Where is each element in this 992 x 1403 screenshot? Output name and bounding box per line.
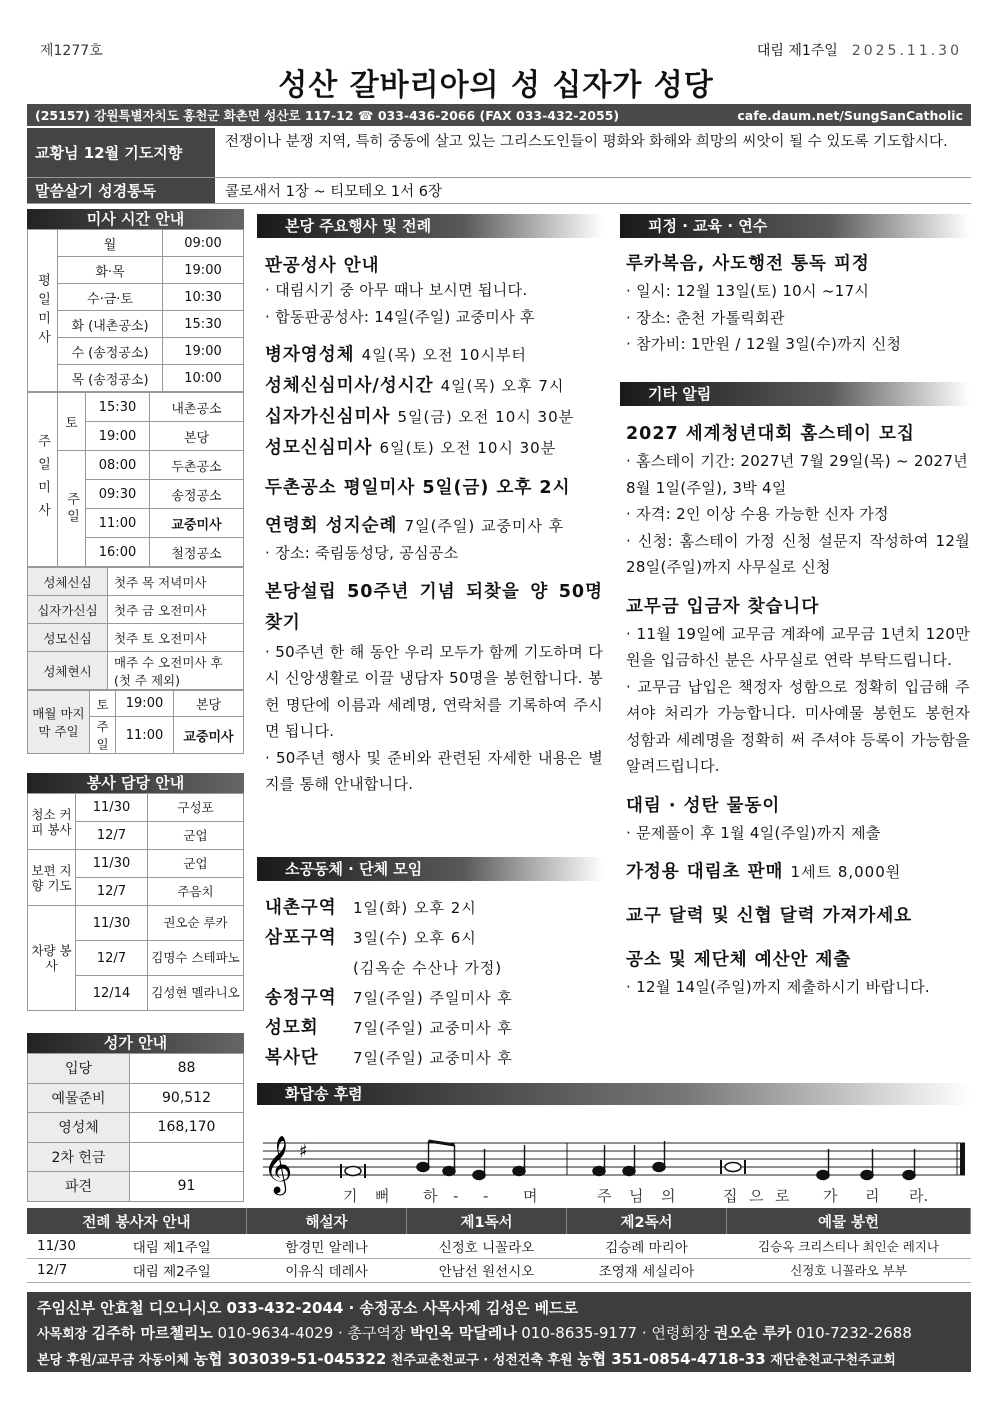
calendar-title: 교구 달력 및 신협 달력 가져가세요 xyxy=(626,906,913,926)
sunday-time: 08:00 xyxy=(86,451,150,480)
address: (25157) 강원특별자치도 홍천군 화촌면 성산로 117-12 ☎ 033-436-2066 (FAX 033-432-2055) xyxy=(35,108,620,123)
footer-l2f: 권오순 루카 xyxy=(713,1324,792,1342)
small-group-name: 삼포구역 xyxy=(265,928,337,948)
last-week-day: 주일 xyxy=(90,717,116,754)
small-group-item xyxy=(265,893,603,923)
notes xyxy=(341,1141,915,1180)
weekday-day: 목 (송정공소) xyxy=(58,365,163,392)
last-week-table xyxy=(27,690,244,754)
date-area xyxy=(757,40,962,60)
liturgy-cell: 김승례 마리아 xyxy=(567,1234,727,1258)
lyric-syllable: 의 xyxy=(661,1187,676,1205)
hymn-label: 파견 xyxy=(28,1172,130,1202)
devotion-desc: 첫주 토 오전미사 xyxy=(108,624,244,652)
last-week-time: 19:00 xyxy=(116,691,174,717)
volunteer-title: 봉사 담당 안내 xyxy=(27,773,244,793)
psalm-staff xyxy=(257,1105,971,1205)
last-week-row xyxy=(28,691,244,717)
hymn-title: 성가 안내 xyxy=(27,1033,244,1053)
sunday-place: 두촌공소 xyxy=(150,451,244,480)
liturgy-row xyxy=(27,1234,971,1258)
hymn-value: 88 xyxy=(130,1054,244,1084)
bible-text: 콜로새서 1장 ~ 티모테오 1서 6장 xyxy=(225,184,442,200)
note xyxy=(341,1164,365,1178)
liturgy-row xyxy=(27,1258,971,1282)
hymn-value: 91 xyxy=(130,1172,244,1202)
sat-label: 토 xyxy=(58,393,86,451)
event-item xyxy=(265,340,603,371)
note xyxy=(721,1160,745,1174)
main-header: 본당 주요행사 및 전례 xyxy=(257,214,603,238)
weekday-time: 19:00 xyxy=(163,257,244,284)
anniversary-title: 본당설립 50주년 기념 되찾을 양 50명 찾기 xyxy=(265,581,603,633)
anniversary-p2: · 50주년 행사 및 준비와 관련된 자세한 내용은 별지를 통해 안내합니다. xyxy=(265,748,603,793)
weekday-time: 19:00 xyxy=(163,338,244,365)
advent-title: 대림 · 성탄 물동이 xyxy=(626,795,781,816)
lyric-syllable: 뻐 xyxy=(375,1187,390,1205)
weekday-mass-row xyxy=(28,365,244,392)
hymn-row xyxy=(28,1054,244,1084)
liturgy-header: 제1독서 xyxy=(407,1208,567,1234)
note xyxy=(473,1149,485,1180)
small-group-item xyxy=(265,1013,603,1043)
mass-table xyxy=(27,229,244,392)
last-week-label: 매월 마지막 주일 xyxy=(28,691,90,754)
lyric-syllable: 며 xyxy=(523,1187,538,1205)
sunday-label: 주일미사 xyxy=(28,393,58,567)
small-group-detail: 7일(주일) 교중미사 후 xyxy=(353,1049,513,1067)
liturgy-cell: 신정호 니꼴라오 부부 xyxy=(727,1258,971,1282)
footer-l3b: 농협 303039-51-045322 xyxy=(193,1350,387,1368)
small-group-detail: 1일(화) 오후 2시 xyxy=(353,899,477,917)
sunday-mass-row xyxy=(28,451,244,480)
lyric-syllable: 집 xyxy=(723,1187,738,1205)
volunteer-section xyxy=(27,773,244,1011)
weekday-time: 09:00 xyxy=(163,230,244,257)
event-detail: 6일(토) 오전 10시 30분 xyxy=(379,439,557,457)
budget-line: · 12월 14일(주일)까지 제출하시기 바랍니다. xyxy=(626,978,930,996)
small-group-detail: 7일(주일) 교중미사 후 xyxy=(353,1019,513,1037)
event-name: 성모신심미사 xyxy=(265,438,373,458)
volunteer-who: 김명수 스테파노 xyxy=(148,941,244,976)
devotion-desc: 첫주 금 오전미사 xyxy=(108,596,244,624)
lyric-syllable: 기 xyxy=(343,1187,358,1205)
sunday-time: 09:30 xyxy=(86,480,150,509)
lyric-syllable: 라. xyxy=(909,1187,929,1205)
mass-title: 미사 시간 안내 xyxy=(27,209,244,229)
hymn-section xyxy=(27,1033,244,1202)
note xyxy=(417,1141,429,1172)
wyd-line-3: · 신청: 홈스테이 가정 신청 설문지 작성하여 12월 28일(주일)까지 사무실로 신청 xyxy=(626,531,970,576)
pilgrimage-place: · 장소: 죽림동성당, 공심공소 xyxy=(265,544,459,562)
weekday-mass-row xyxy=(28,257,244,284)
lyric-syllable: 하 xyxy=(423,1187,438,1205)
penance-line-1: · 대림시기 중 아무 때나 보시면 됩니다. xyxy=(265,281,528,299)
edu-section xyxy=(620,214,970,358)
wyd-title: 2027 세계청년대회 홈스테이 모집 xyxy=(626,424,915,444)
footer-line-2 xyxy=(37,1321,961,1347)
edu-line-3: · 참가비: 1만원 / 12월 3일(수)까지 신청 xyxy=(626,335,902,353)
small-group-item xyxy=(265,983,603,1013)
volunteer-row xyxy=(28,794,244,822)
devotion-name: 십자가신심 xyxy=(28,596,108,624)
note xyxy=(443,1145,455,1176)
footer-l2e: 010-8635-9177 · 연령회장 xyxy=(521,1324,710,1342)
liturgy-cell: 신정호 니꼴라오 xyxy=(407,1234,567,1258)
liturgy-header: 예물 봉헌 xyxy=(727,1208,971,1234)
budget-title: 공소 및 제단체 예산안 제출 xyxy=(626,950,852,970)
last-week-place: 본당 xyxy=(174,691,244,717)
event-detail: 5일(금) 오전 10시 30분 xyxy=(397,408,575,426)
pilgrimage xyxy=(265,512,603,540)
small-groups-section xyxy=(257,857,603,1073)
event-item xyxy=(265,433,603,464)
devotion-desc: 매주 수 오전미사 후 (첫 주 제외) xyxy=(108,652,244,690)
weekday-time: 15:30 xyxy=(163,311,244,338)
event-name: 병자영성체 xyxy=(265,345,355,365)
hymn-label: 영성체 xyxy=(28,1113,130,1143)
weekday-day: 화 (내촌공소) xyxy=(58,311,163,338)
weekday-day: 수 (송정공소) xyxy=(58,338,163,365)
lyric-syllable: - xyxy=(453,1187,459,1205)
tithe-p1: · 11월 19일에 교무금 계좌에 교무금 1년치 120만원을 입금하신 분은 사무실로 연락 부탁드립니다. xyxy=(626,624,970,669)
weekday-day: 수·금·토 xyxy=(58,284,163,311)
lyric-syllable: 주 xyxy=(597,1187,612,1205)
hymn-label: 입당 xyxy=(28,1054,130,1084)
sunday-mass-row xyxy=(28,393,244,422)
hymn-label: 예물준비 xyxy=(28,1083,130,1113)
volunteer-date: 12/7 xyxy=(76,878,148,906)
devotion-name: 성모신심 xyxy=(28,624,108,652)
footer-l2a: 사목회장 xyxy=(37,1327,88,1342)
footer-l2c: 010-9634-4029 · 총구역장 xyxy=(217,1324,406,1342)
liturgy-header: 제2독서 xyxy=(567,1208,727,1234)
volunteer-date: 12/14 xyxy=(76,976,148,1011)
pope-prayer-label: 교황님 12월 기도지향 xyxy=(27,128,215,177)
lyric-syllable: 가 xyxy=(823,1187,838,1205)
weekday-time: 10:00 xyxy=(163,365,244,392)
lyrics xyxy=(343,1187,928,1205)
note xyxy=(903,1149,915,1180)
sunday-time: 15:30 xyxy=(86,393,150,422)
devotion-row xyxy=(28,596,244,624)
hymn-row xyxy=(28,1083,244,1113)
footer-l3c: 천주교춘천교구 · 성전건축 후원 xyxy=(390,1353,573,1368)
event-detail: 4일(목) 오전 10시부터 xyxy=(361,346,527,364)
hymn-value: 90,512 xyxy=(130,1083,244,1113)
lyric-syllable: - xyxy=(483,1187,489,1205)
season: 대림 제1주일 xyxy=(756,43,838,59)
mass-schedule xyxy=(27,209,244,754)
small-group-name: 복사단 xyxy=(265,1048,319,1068)
liturgy-header: 전례 봉사자 안내 xyxy=(27,1208,247,1234)
weekday-mass-row xyxy=(28,338,244,365)
volunteer-date: 12/7 xyxy=(76,822,148,850)
small-group-detail: 3일(수) 오후 6시 xyxy=(353,929,477,947)
liturgy-cell: 12/7 xyxy=(27,1258,97,1282)
candle-detail: 1세트 8,000원 xyxy=(790,863,902,881)
wyd-line-1: · 홈스테이 기간: 2027년 7월 29일(목) ~ 2027년 8월 1일(주일), 3박 4일 xyxy=(626,452,969,497)
footer-line-1: 주임신부 안효철 디오니시오 033-432-2044 · 송정공소 사목사제 김성은 베드로 xyxy=(37,1299,579,1317)
sun-label: 주일 xyxy=(58,451,86,567)
edu-line-2: · 장소: 춘천 가톨릭회관 xyxy=(626,308,785,327)
event-detail: 4일(목) 오후 7시 xyxy=(440,377,565,395)
volunteer-date: 11/30 xyxy=(76,850,148,878)
volunteer-who: 권오순 루카 xyxy=(148,906,244,941)
note xyxy=(513,1145,525,1176)
hymn-value xyxy=(130,1142,244,1172)
liturgy-table xyxy=(27,1208,971,1283)
lyric-syllable: 리 xyxy=(865,1187,880,1205)
hymn-row xyxy=(28,1172,244,1202)
hymn-table xyxy=(27,1053,244,1202)
volunteer-date: 11/30 xyxy=(76,906,148,941)
advent-line: · 문제풀이 후 1월 4일(주일)까지 제출 xyxy=(626,823,881,842)
volunteer-who: 김성현 멜라니오 xyxy=(148,976,244,1011)
sunday-table xyxy=(27,392,244,567)
liturgy-cell: 대림 제1주일 xyxy=(97,1234,247,1258)
devotion-row xyxy=(28,568,244,596)
candle-title: 가정용 대림초 판매 xyxy=(626,862,784,882)
date: 2025.11.30 xyxy=(851,43,962,59)
page-title: 성산 갈바리아의 성 십자가 성당 xyxy=(278,68,714,103)
weekday-time: 10:30 xyxy=(163,284,244,311)
liturgy-cell: 이유식 데레사 xyxy=(247,1258,407,1282)
sunday-place: 본당 xyxy=(150,422,244,451)
event-name: 성체신심미사/성시간 xyxy=(265,376,434,396)
note xyxy=(861,1149,873,1180)
footer-l3a: 본당 후원/교무금 자동이체 xyxy=(37,1353,189,1368)
other-header: 기타 알림 xyxy=(620,382,970,406)
pope-prayer-text: 전쟁이나 분쟁 지역, 특히 중동에 살고 있는 그리스도인들이 평화와 화해와 희망의 씨앗이 될 수 있도록 기도합시다. xyxy=(225,134,948,150)
sunday-place: 철정공소 xyxy=(150,538,244,567)
sunday-place: 내촌공소 xyxy=(150,393,244,422)
volunteer-row xyxy=(28,850,244,878)
liturgy-header: 해설자 xyxy=(247,1208,407,1234)
psalm-section xyxy=(257,1083,971,1209)
event-item xyxy=(265,402,603,433)
weekday-mass-row xyxy=(28,311,244,338)
liturgy-cell: 대림 제2주일 xyxy=(97,1258,247,1282)
sunday-time: 19:00 xyxy=(86,422,150,451)
edu-line-1: · 일시: 12월 13일(토) 10시 ~17시 xyxy=(626,282,870,300)
hymn-row xyxy=(28,1142,244,1172)
liturgy-cell: 함경민 알레나 xyxy=(247,1234,407,1258)
devotion-name: 성체신심 xyxy=(28,568,108,596)
sunday-time: 16:00 xyxy=(86,538,150,567)
footer-l2g: 010-7232-2688 xyxy=(796,1324,912,1342)
pope-prayer-row xyxy=(27,128,971,178)
footer-l3e: 재단춘천교구천주교회 xyxy=(770,1353,896,1368)
anniversary-p1: · 50주년 한 해 동안 우리 모두가 함께 기도하며 다시 신앙생활로 이끌 냉담자 50명을 봉헌합니다. 봉헌 명단에 이름과 세례명, 연락처를 기록하여 주시면 됩니다. xyxy=(265,642,603,740)
devotion-name: 성체현시 xyxy=(28,652,108,690)
footer-l3d: 농협 351-0854-4718-33 xyxy=(577,1350,766,1368)
sharp-icon: ♯ xyxy=(299,1141,308,1162)
bible-row xyxy=(27,178,971,204)
sunday-place: 송정공소 xyxy=(150,480,244,509)
event-item xyxy=(265,371,603,402)
devotion-table xyxy=(27,567,244,690)
issue-number: 제1277호 xyxy=(40,43,103,59)
tithe-p2: · 교무금 납입은 책정자 성함으로 정확히 입금해 주셔야 처리가 가능합니다. 미사예물 봉헌도 봉헌자 성함과 세례명을 정확히 써 주셔야 등록이 가능함을 알려드립니다. xyxy=(626,677,970,775)
weekday-day: 화·목 xyxy=(58,257,163,284)
sunday-place: 교중미사 xyxy=(150,509,244,538)
pilgrimage-name: 연령회 성지순례 xyxy=(265,516,398,536)
wyd-line-2: · 자격: 2인 이상 수용 가능한 신자 가정 xyxy=(626,505,889,523)
volunteer-group: 보편 지향 기도 xyxy=(28,850,76,906)
small-group-item xyxy=(265,953,603,983)
event-name: 십자가신심미사 xyxy=(265,407,391,427)
volunteer-date: 11/30 xyxy=(76,794,148,822)
volunteer-who: 군업 xyxy=(148,822,244,850)
volunteer-who: 군업 xyxy=(148,850,244,878)
devotion-desc: 첫주 목 저녁미사 xyxy=(108,568,244,596)
weekday-mass-row xyxy=(28,284,244,311)
footer-l2b: 김주하 마르첼리노 xyxy=(91,1324,213,1342)
pilgrimage-detail: 7일(주일) 교중미사 후 xyxy=(404,517,565,535)
footer-l2d: 박인옥 막달레나 xyxy=(410,1324,517,1342)
weekday-day: 월 xyxy=(58,230,163,257)
last-week-time: 11:00 xyxy=(116,717,174,754)
main-section xyxy=(257,214,603,798)
note xyxy=(653,1141,665,1172)
edu-header: 피정 · 교육 · 연수 xyxy=(620,214,970,238)
weekday-label: 평일미사 xyxy=(28,230,58,392)
treble-clef-icon: 𝄞 xyxy=(263,1135,293,1193)
small-groups-header: 소공동체 · 단체 모임 xyxy=(257,857,603,881)
liturgy-cell: 김승옥 크리스티나 최인순 레지나 xyxy=(727,1234,971,1258)
small-group-item xyxy=(265,923,603,953)
volunteer-row xyxy=(28,906,244,941)
psalm-header: 화답송 후렴 xyxy=(257,1083,971,1105)
lyric-syllable: 으 xyxy=(749,1187,764,1205)
small-group-item xyxy=(265,1043,603,1073)
lyric-syllable: 로 xyxy=(775,1187,790,1205)
liturgy-cell: 11/30 xyxy=(27,1234,97,1258)
volunteer-who: 주음치 xyxy=(148,878,244,906)
edu-title: 루카복음, 사도행전 통독 피정 xyxy=(626,254,870,274)
last-week-place: 교중미사 xyxy=(174,717,244,754)
small-group-name: 내촌구역 xyxy=(265,898,337,918)
small-group-name xyxy=(265,953,353,983)
devotion-row xyxy=(28,652,244,690)
volunteer-group: 청소 커피 봉사 xyxy=(28,794,76,850)
footer-line-3 xyxy=(37,1347,961,1373)
liturgy-cell: 조영재 세실리아 xyxy=(567,1258,727,1282)
penance-line-2: · 합동판공성사: 14일(주일) 교중미사 후 xyxy=(265,307,535,326)
duchon-mass: 두촌공소 평일미사 5일(금) 오후 2시 xyxy=(265,478,571,498)
other-section xyxy=(620,382,970,1001)
beam xyxy=(429,1141,455,1145)
volunteer-table xyxy=(27,793,244,1011)
last-week-day: 토 xyxy=(90,691,116,717)
weekday-mass-row xyxy=(28,230,244,257)
volunteer-who: 구성포 xyxy=(148,794,244,822)
note xyxy=(623,1145,635,1176)
address-bar xyxy=(27,104,971,126)
hymn-label: 2차 헌금 xyxy=(28,1142,130,1172)
tithe-title: 교무금 입금자 찾습니다 xyxy=(626,596,820,617)
small-group-name: 송정구역 xyxy=(265,988,337,1008)
sunday-time: 11:00 xyxy=(86,509,150,538)
hymn-row xyxy=(28,1113,244,1143)
bible-label: 말씀살기 성경통독 xyxy=(27,178,215,203)
note xyxy=(593,1145,605,1176)
volunteer-group: 차량 봉사 xyxy=(28,906,76,1011)
lyric-syllable: 님 xyxy=(629,1187,644,1205)
hymn-value: 168,170 xyxy=(130,1113,244,1143)
devotion-row xyxy=(28,624,244,652)
cafe-link[interactable]: cafe.daum.net/SungSanCatholic xyxy=(737,107,963,123)
footer xyxy=(27,1292,971,1372)
small-group-name: 성모회 xyxy=(265,1018,319,1038)
penance-title: 판공성사 안내 xyxy=(265,256,380,276)
small-group-detail: 7일(주일) 주일미사 후 xyxy=(353,989,513,1007)
candle xyxy=(626,858,970,886)
volunteer-date: 12/7 xyxy=(76,941,148,976)
liturgy-cell: 안남선 원선시오 xyxy=(407,1258,567,1282)
small-group-detail: (김옥순 수산나 가정) xyxy=(353,959,503,977)
note xyxy=(817,1149,829,1180)
